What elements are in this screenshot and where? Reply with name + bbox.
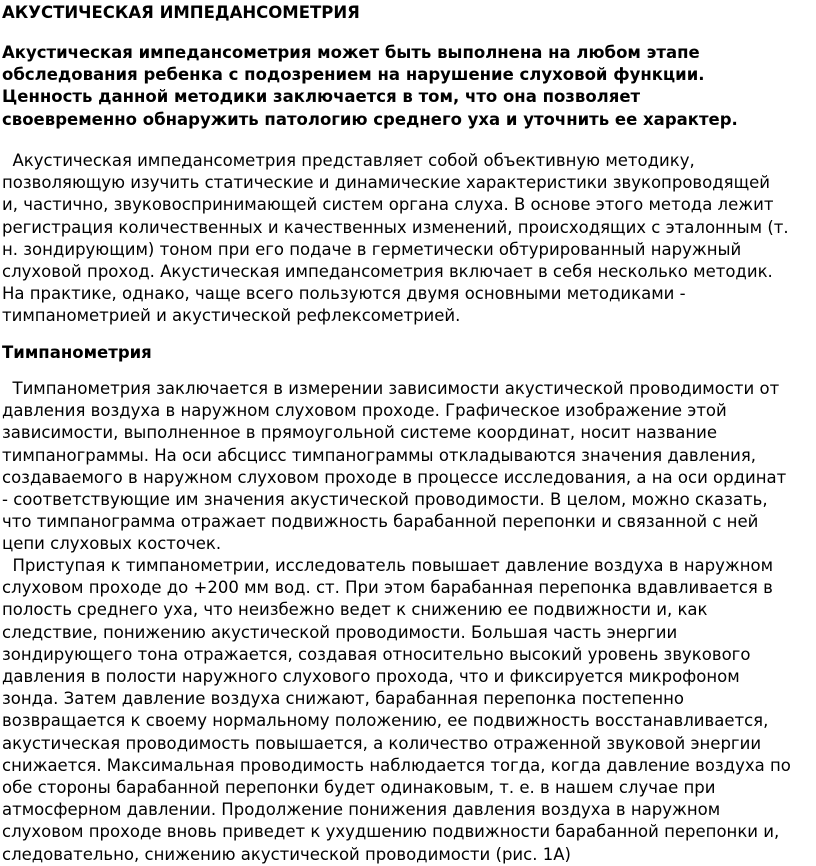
paragraph-line: Акустическая импедансометрия представляет собой объективную методику, — [2, 151, 695, 170]
lead-line: обследования ребенка с подозрением на нарушение слуховой функции. — [2, 65, 705, 85]
paragraph-line: слуховой проход. Акустическая импедансометрия включает в себя несколько методик. — [2, 262, 773, 282]
paragraph-line: позволяющую изучить статические и динамические характеристики звукопроводящей — [2, 173, 770, 193]
paragraph-line: атмосферном давлении. Продолжение понижения давления воздуха в наружном — [2, 800, 721, 820]
paragraph-line: что тимпанограмма отражает подвижность барабанной перепонки и связанной с ней — [2, 512, 759, 532]
paragraph-line: следствие, понижению акустической проводимости. Большая часть энергии — [2, 622, 678, 642]
paragraph-line: снижается. Максимальная проводимость наблюдается тогда, когда давление воздуха по — [2, 755, 791, 775]
intro-paragraph — [2, 150, 814, 328]
paragraph-line: возвращается к своему нормальному положению, ее подвижность восстанавливается, — [2, 711, 769, 731]
lead-line: Ценность данной методики заключается в том, что она позволяет — [2, 87, 641, 107]
paragraph-line: давления воздуха в наружном слуховом проходе. Графическое изображение этой — [2, 401, 727, 421]
paragraph-line: тимпанометрией и акустической рефлексометрией. — [2, 306, 461, 326]
tympanometry-paragraph — [2, 378, 814, 556]
paragraph-line: зонда. Затем давление воздуха снижают, барабанная перепонка постепенно — [2, 689, 684, 709]
paragraph-line: - соответствующие им значения акустической проводимости. В целом, можно сказать, — [2, 490, 768, 510]
paragraph-line: цепи слуховых косточек. — [2, 534, 222, 554]
paragraph-line: н. зондирующим) тоном при его подаче в герметически обтурированный наружный — [2, 239, 742, 259]
paragraph-line: слуховом проходе до +200 мм вод. ст. При этом барабанная перепонка вдавливается в — [2, 578, 773, 598]
paragraph-line: регистрация количественных и качественных изменений, происходящих с эталонным (т. — [2, 217, 789, 237]
lead-paragraph — [2, 42, 814, 131]
paragraph-line: акустическая проводимость повышается, а количество отраженной звуковой энергии — [2, 733, 762, 753]
paragraph-line: следовательно, снижению акустической проводимости (рис. 1А) — [2, 844, 571, 864]
paragraph-line: На практике, однако, чаще всего пользуются двумя основными методиками - — [2, 284, 686, 304]
paragraph-line: зондирующего тона отражается, создавая относительно высокий уровень звукового — [2, 644, 751, 664]
paragraph-line: Тимпанометрия заключается в измерении зависимости акустической проводимости от — [2, 379, 780, 398]
paragraph-line: полость среднего уха, что неизбежно ведет к снижению ее подвижности и, как — [2, 600, 708, 620]
paragraph-line: Приступая к тимпанометрии, исследователь повышает давление воздуха в наружном — [2, 556, 774, 575]
section-heading: Тимпанометрия — [2, 343, 152, 362]
lead-line: своевременно обнаружить патологию среднего уха и уточнить ее характер. — [2, 109, 738, 129]
paragraph-line: создаваемого в наружном слуховом проходе в процессе исследования, а на оси ординат — [2, 467, 787, 487]
paragraph-line: тимпанограммы. На оси абсцисс тимпанограммы откладываются значения давления, — [2, 445, 757, 465]
procedure-paragraph — [2, 555, 814, 866]
paragraph-line: и, частично, звуковоспринимающей систем органа слуха. В основе этого метода лежит — [2, 195, 774, 215]
lead-line: Акустическая импедансометрия может быть выполнена на любом этапе — [2, 43, 700, 62]
paragraph-line: обе стороны барабанной перепонки будет одинаковым, т. е. в нашем случае при — [2, 778, 716, 798]
paragraph-line: давления в полости наружного слухового прохода, что и фиксируется микрофоном — [2, 667, 740, 687]
paragraph-line: зависимости, выполненное в прямоугольной системе координат, носит название — [2, 423, 718, 443]
paragraph-line: слуховом проходе вновь приведет к ухудшению подвижности барабанной перепонки и, — [2, 822, 780, 842]
document-title: АКУСТИЧЕСКАЯ ИМПЕДАНСОМЕТРИЯ — [2, 3, 360, 22]
